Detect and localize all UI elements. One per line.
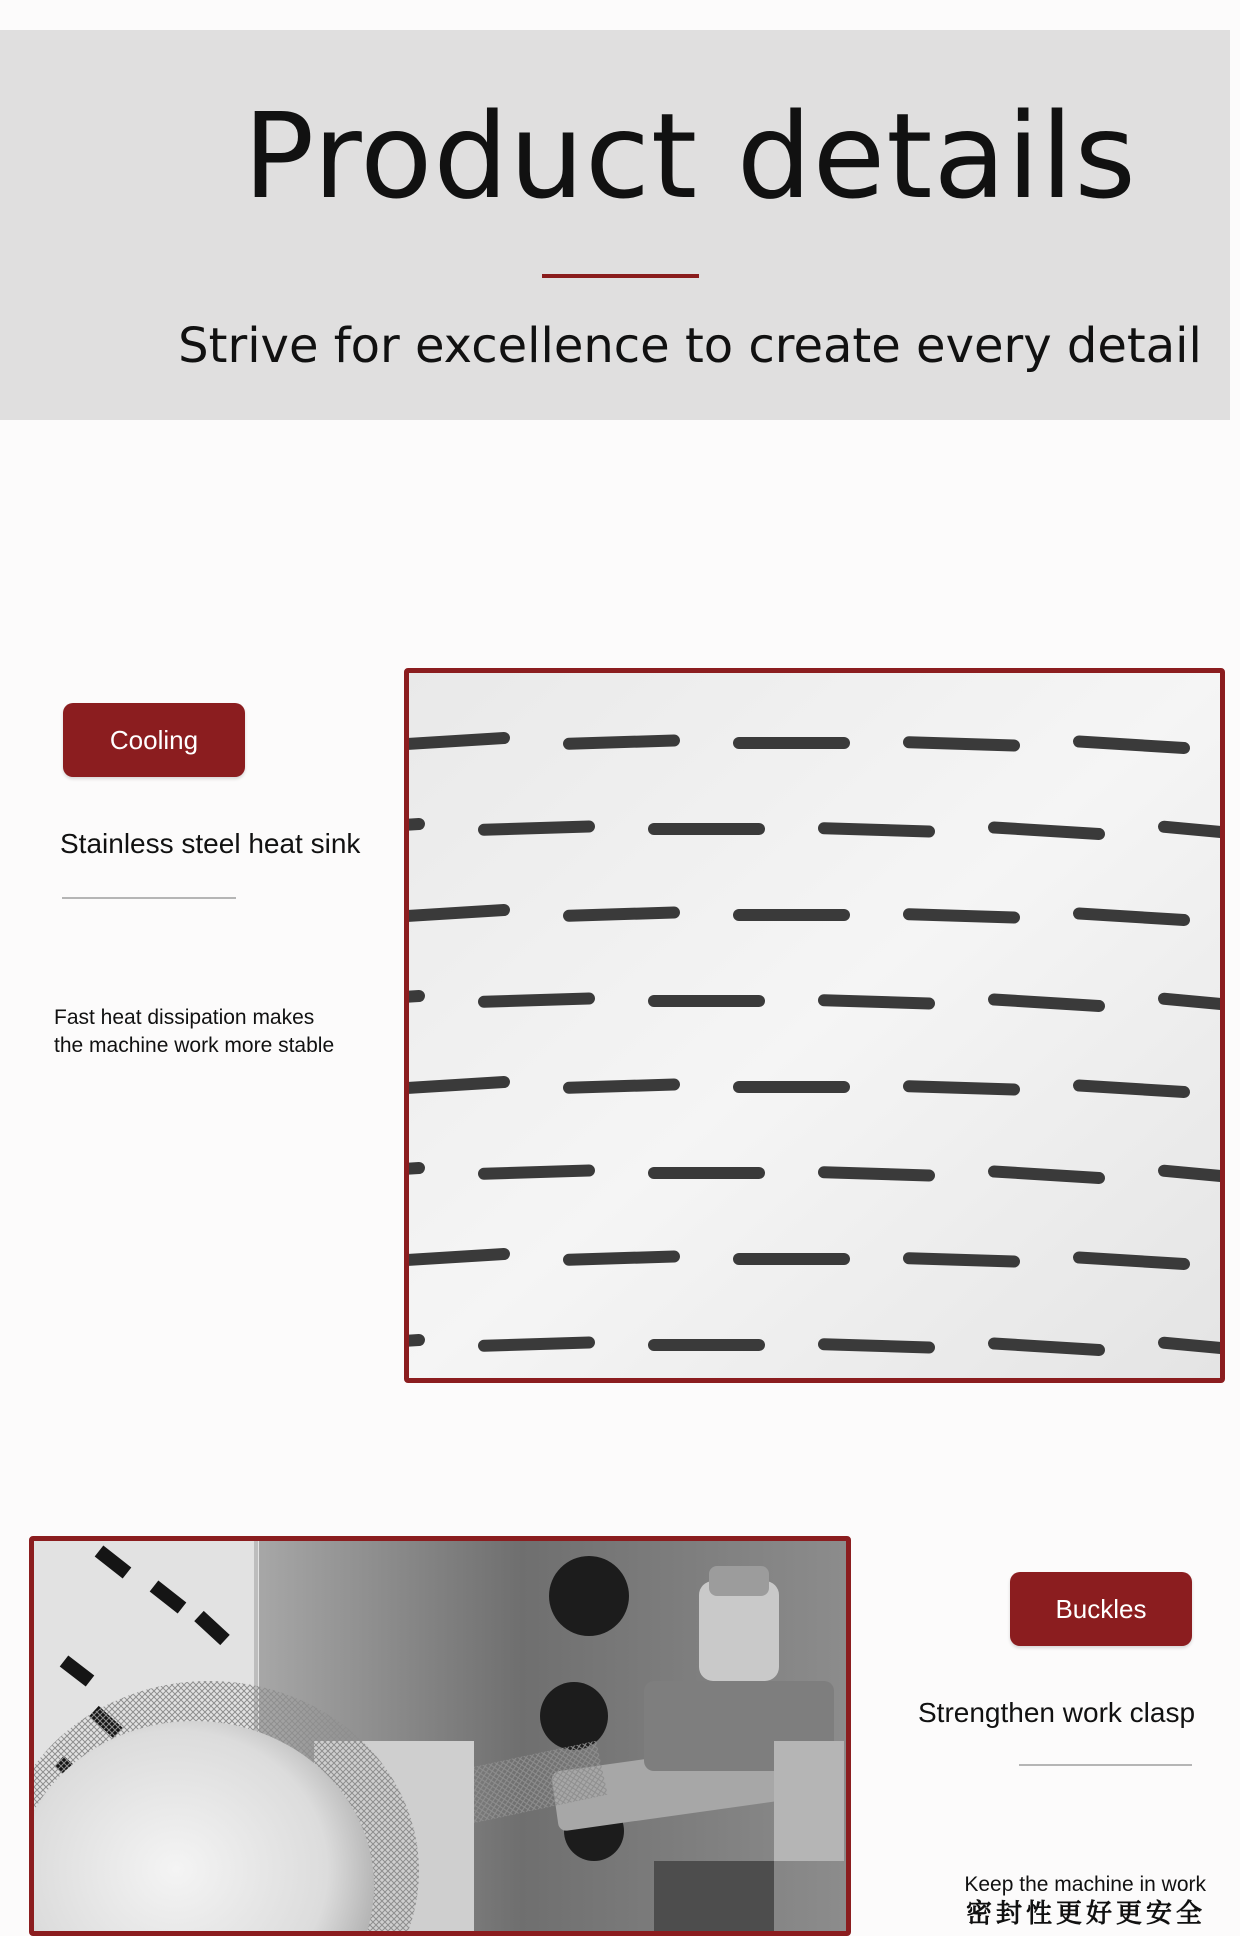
plate-slot bbox=[824, 1172, 929, 1175]
buckles-heading: Strengthen work clasp bbox=[918, 1697, 1196, 1728]
plate-slot bbox=[569, 913, 674, 916]
plate-slot bbox=[1079, 914, 1184, 921]
plate-slot bbox=[569, 1257, 674, 1260]
plate-slot bbox=[409, 738, 504, 745]
page-title: Product details bbox=[243, 87, 1137, 225]
plate-slot bbox=[909, 742, 1014, 745]
plate-slot bbox=[484, 1171, 589, 1174]
plate-slot bbox=[824, 1344, 929, 1347]
clasp-photo bbox=[29, 1536, 851, 1936]
plate-slot bbox=[484, 1343, 589, 1346]
buckles-description-line: Keep the machine in work bbox=[964, 1873, 1206, 1896]
page-subtitle: Strive for excellence to create every detail bbox=[178, 318, 1202, 374]
perforated-steel-plate-photo-icon bbox=[409, 673, 1220, 1378]
buckles-description-line: 密封性更好更安全 bbox=[965, 1898, 1206, 1928]
plate-slot bbox=[409, 1082, 504, 1089]
plate-slot bbox=[824, 1000, 929, 1003]
plate-slot bbox=[409, 910, 504, 917]
plate-slot bbox=[409, 996, 419, 1003]
cooling-divider bbox=[62, 897, 236, 899]
cooling-description-line: Fast heat dissipation makes bbox=[54, 1006, 315, 1029]
plate-slot bbox=[994, 1172, 1099, 1179]
plate-slot bbox=[909, 1086, 1014, 1089]
plate-slot bbox=[909, 1258, 1014, 1261]
plate-slot bbox=[569, 741, 674, 744]
plate-slot bbox=[1079, 742, 1184, 749]
plate-slot bbox=[484, 827, 589, 830]
plate-slot bbox=[909, 914, 1014, 917]
knurled-knob-clasp-photo-icon bbox=[34, 1541, 846, 1931]
plate-slot bbox=[824, 828, 929, 831]
plate-slot bbox=[1079, 1086, 1184, 1093]
cooling-description-line: the machine work more stable bbox=[54, 1034, 335, 1057]
plate-slot bbox=[409, 1168, 419, 1175]
plate-slot bbox=[409, 824, 419, 831]
cooling-badge: Cooling bbox=[63, 703, 245, 777]
cooling-description bbox=[54, 1004, 334, 1060]
buckles-description bbox=[940, 1871, 1206, 1927]
cooling-heading: Stainless steel heat sink bbox=[60, 828, 361, 859]
buckles-badge: Buckles bbox=[1010, 1572, 1192, 1646]
plate-slot bbox=[994, 828, 1099, 835]
title-divider bbox=[542, 274, 699, 278]
plate-slot bbox=[994, 1000, 1099, 1007]
plate-slot bbox=[569, 1085, 674, 1088]
plate-slot bbox=[994, 1344, 1099, 1351]
plate-slot bbox=[409, 1340, 419, 1347]
heat-sink-photo bbox=[404, 668, 1225, 1383]
plate-slot bbox=[484, 999, 589, 1002]
plate-slot bbox=[409, 1254, 504, 1261]
plate-slot bbox=[1079, 1258, 1184, 1265]
buckles-divider bbox=[1019, 1764, 1192, 1766]
